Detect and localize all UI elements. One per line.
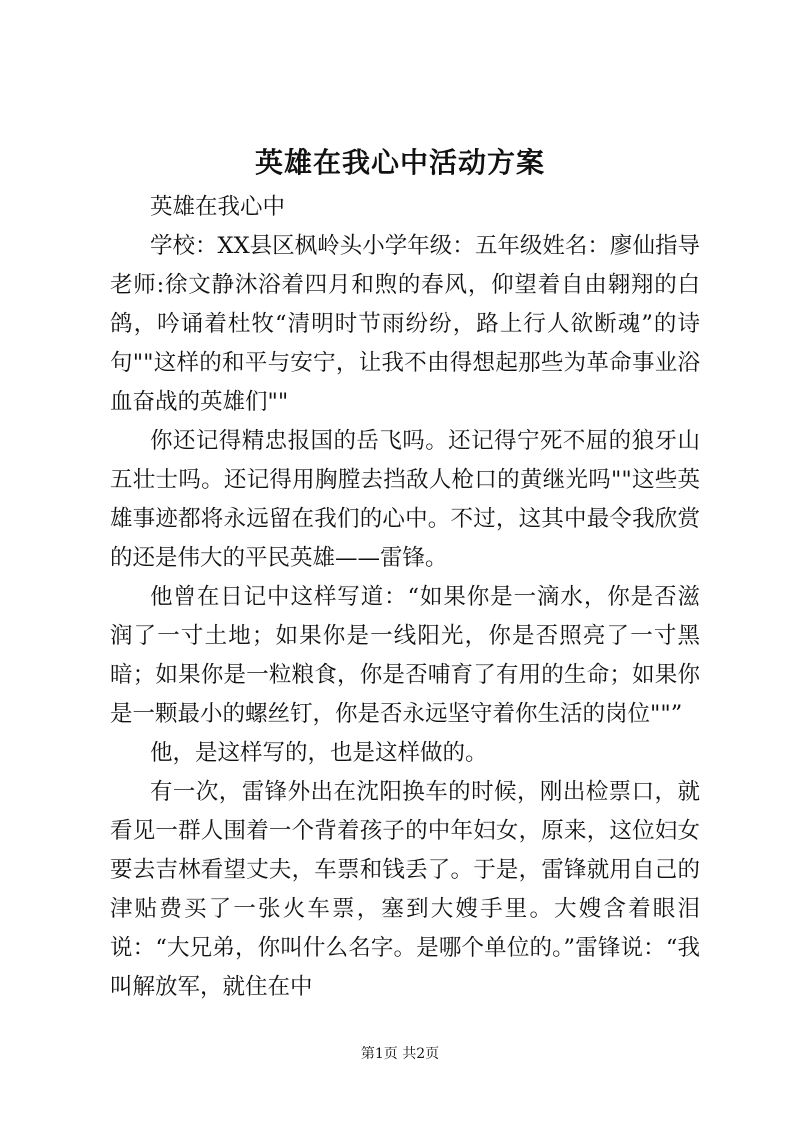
page-footer: 第1页 共2页 — [360, 1046, 440, 1062]
paragraph-diary-quote: 他曾在日记中这样写道：“如果你是一滴水，你是否滋润了一寸土地；如果你是一线阳光，你是否照亮了一寸黑暗；如果你是一粒粮食，你是否哺育了有用的生命；如果你是一颗最小的螺丝钉，你是否永远坚守着你生活的岗位""” — [110, 584, 700, 727]
paragraph-statement: 他，是这样写的，也是这样做的。 — [150, 740, 488, 766]
paragraph-story: 有一次，雷锋外出在沈阳换车的时候，刚出检票口，就看见一群人围着一个背着孩子的中年妇女，原来，这位妇女要去吉林看望丈夫，车票和钱丢了。于是，雷锋就用自己的津贴费买了一张火车票，塞到大嫂手里。大嫂含着眼泪说：“大兄弟，你叫什么名字。是哪个单位的。”雷锋说：“我叫解放军，就住在中 — [110, 779, 700, 1000]
paragraph-heroes: 你还记得精忠报国的岳飞吗。还记得宁死不屈的狼牙山五壮士吗。还记得用胸膛去挡敌人枪口的黄继光吗""这些英雄事迹都将永远留在我们的心中。不过，这其中最令我欣赏的还是伟大的平民英雄——雷锋。 — [110, 428, 700, 571]
paragraph-heading: 英雄在我心中 — [150, 194, 286, 220]
paragraph-school-info: 学校：XX县区枫岭头小学年级：五年级姓名：廖仙指导老师:徐文静沐浴着四月和煦的春风，仰望着自由翱翔的白鸽，吟诵着杜牧“清明时节雨纷纷，路上行人欲断魂”的诗句""这样的和平与安宁，让我不由得想起那些为革命事业浴血奋战的英雄们"" — [110, 233, 700, 415]
document-title: 英雄在我心中活动方案 — [254, 146, 545, 179]
document-body — [110, 188, 700, 1007]
